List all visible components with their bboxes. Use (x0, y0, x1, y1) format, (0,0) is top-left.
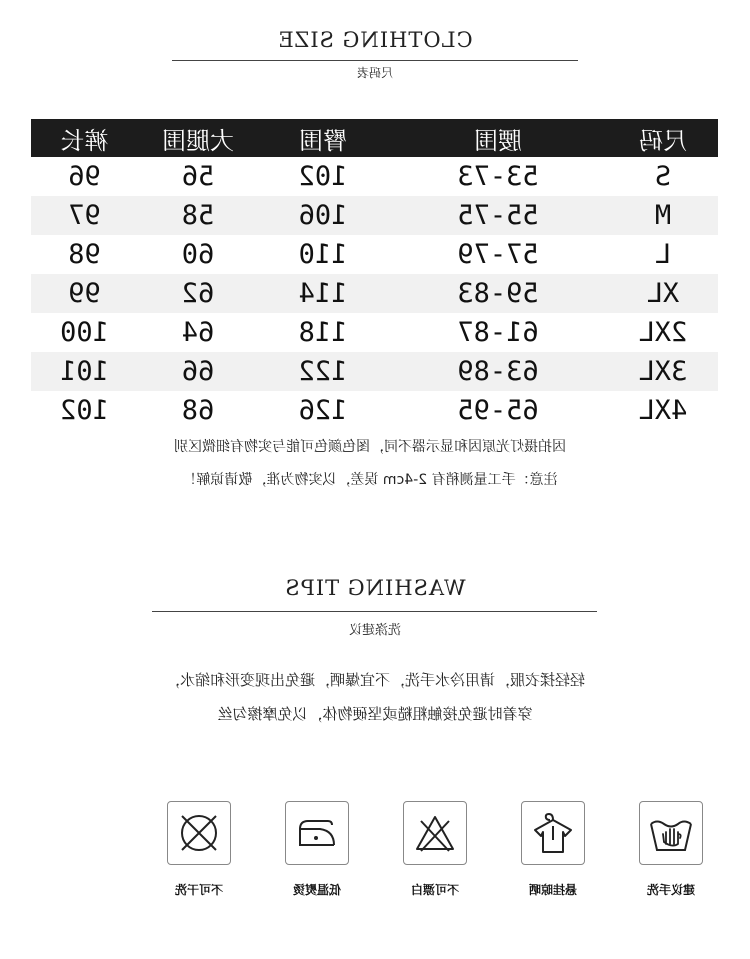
measurement-error-note: 注意：手工量测稍有 2-4cm 误差，以实物为准，敬请谅解！ (182, 472, 558, 488)
cell-hip: 110 (298, 239, 348, 270)
care-label-hang-dry: 悬挂晾晒 (529, 883, 578, 897)
care-label-no-dry-clean: 不可干洗 (175, 883, 224, 897)
color-disclaimer-note: 因拍摄灯光原因和显示器不同，图色颜色可能与实物有细微区别 (174, 439, 566, 455)
cell-hip: 118 (298, 317, 348, 348)
cell-length: 99 (31, 274, 138, 313)
cell-thigh: 62 (138, 274, 258, 313)
no-dry-clean-icon (167, 801, 231, 865)
no-bleach-icon (403, 801, 467, 865)
wash-section-title: WASHING TIPS (284, 576, 466, 600)
hand-wash-icon (639, 801, 703, 865)
cell-size: S (654, 161, 672, 192)
table-row (31, 313, 718, 352)
table-row (31, 352, 718, 391)
cell-size: XL (608, 274, 718, 313)
care-item-no-bleach (375, 801, 495, 898)
header-thigh: 大腿围 (138, 119, 258, 157)
cell-thigh: 68 (181, 395, 215, 426)
cell-waist: 55-75 (388, 196, 608, 235)
cell-thigh: 58 (138, 196, 258, 235)
cell-size: L (654, 239, 672, 270)
size-section-subtitle: 尺码表 (357, 66, 394, 80)
cell-waist: 53-73 (457, 161, 539, 192)
cell-length: 96 (68, 161, 101, 192)
cell-waist: 57-79 (457, 239, 539, 270)
care-item-low-iron (257, 801, 377, 898)
size-table (31, 119, 718, 430)
cell-thigh: 66 (138, 352, 258, 391)
table-row (31, 235, 718, 274)
table-row (31, 274, 718, 313)
cell-length: 100 (60, 317, 109, 348)
care-label-no-bleach: 不可漂白 (411, 883, 460, 897)
table-row (31, 196, 718, 235)
header-waist: 腰围 (388, 119, 608, 157)
cell-hip: 102 (298, 161, 348, 192)
cell-length: 98 (68, 239, 101, 270)
cell-thigh: 56 (181, 161, 215, 192)
header-length: 裤长 (31, 119, 138, 157)
table-row (31, 391, 718, 430)
cell-waist: 61-87 (457, 317, 539, 348)
size-section-title: CLOTHING SIZE (277, 28, 473, 52)
wash-section-subtitle: 洗涤建议 (349, 623, 402, 638)
size-table-header-row (31, 119, 718, 157)
wash-instruction-line2: 穿着时避免接触粗糙或坚硬物体，以免摩擦勾丝 (217, 705, 533, 723)
cell-size: 2XL (638, 317, 688, 348)
cell-length: 102 (60, 395, 109, 426)
table-row (31, 157, 718, 196)
low-iron-icon (285, 801, 349, 865)
hang-dry-icon (521, 801, 585, 865)
care-label-low-iron: 低温熨烫 (293, 883, 342, 897)
cell-size: 3XL (608, 352, 718, 391)
care-item-hang-dry (493, 801, 613, 898)
care-item-hand-wash (611, 801, 731, 898)
cell-hip: 122 (258, 352, 388, 391)
header-size: 尺码 (608, 119, 718, 157)
cell-waist: 65-95 (457, 395, 539, 426)
header-hip: 臀围 (258, 119, 388, 157)
cell-hip: 106 (258, 196, 388, 235)
wash-instruction-line1: 轻轻揉衣服，请用冷水手洗，不宜爆晒，避免出现变形和缩水， (165, 671, 586, 689)
cell-size: M (608, 196, 718, 235)
cell-length: 97 (31, 196, 138, 235)
cell-thigh: 60 (181, 239, 215, 270)
wash-title-divider (152, 611, 597, 612)
size-title-divider (172, 60, 578, 61)
cell-waist: 63-89 (388, 352, 608, 391)
care-label-hand-wash: 建议手洗 (647, 883, 696, 897)
cell-size: 4XL (638, 395, 688, 426)
care-item-no-dry-clean (139, 801, 259, 898)
cell-hip: 126 (298, 395, 348, 426)
cell-thigh: 64 (181, 317, 215, 348)
cell-hip: 114 (258, 274, 388, 313)
cell-waist: 59-83 (388, 274, 608, 313)
cell-length: 101 (31, 352, 138, 391)
